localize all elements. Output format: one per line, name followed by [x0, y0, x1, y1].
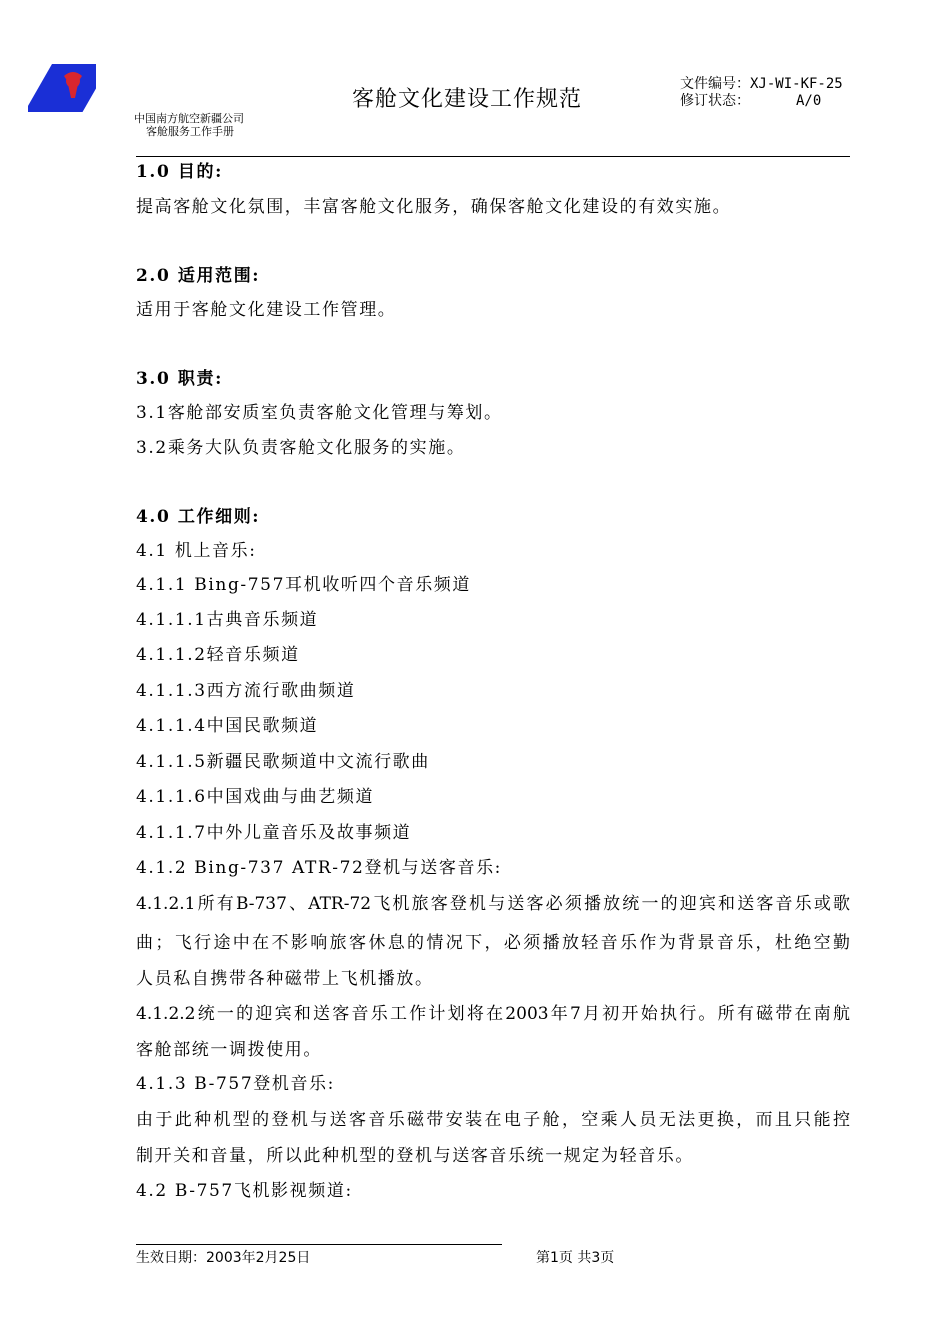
- document-number: 文件编号：XJ-WI-KF-25: [680, 76, 843, 92]
- revision-value: A/0: [796, 93, 822, 109]
- document-title: 客舱文化建设工作规范: [352, 87, 583, 112]
- revision-label: 修订状态：: [680, 93, 750, 109]
- effective-date: 生效日期：2003年2月25日: [136, 1250, 311, 1266]
- page-number: 第1页 共3页: [536, 1250, 615, 1266]
- list-item: 4.1.2 Bing-737 ATR-72登机与送客音乐:: [136, 858, 503, 878]
- list-item: 4.1.1.6中国戏曲与曲艺频道: [136, 787, 375, 807]
- company-name: 中国南方航空新疆公司: [134, 112, 244, 125]
- section-heading-purpose: 1.0 目的:: [136, 162, 223, 182]
- section-heading-details: 4.0 工作细则:: [136, 507, 261, 527]
- list-item: 4.1.1 Bing-757耳机收听四个音乐频道: [136, 575, 472, 595]
- list-item: 4.1.1.4中国民歌频道: [136, 716, 319, 736]
- paragraph: 制开关和音量，所以此种机型的登机与送客音乐统一规定为轻音乐。: [136, 1146, 694, 1166]
- section-heading-responsibility: 3.0 职责:: [136, 369, 223, 389]
- paragraph: 客舱部统一调拨使用。: [136, 1040, 322, 1060]
- footer-divider: [136, 1244, 502, 1245]
- paragraph: 提高客舱文化氛围，丰富客舱文化服务，确保客舱文化建设的有效实施。: [136, 197, 732, 217]
- list-item: 4.1.1.3西方流行歌曲频道: [136, 681, 356, 701]
- list-item: 4.1.1.7中外儿童音乐及故事频道: [136, 823, 412, 843]
- header-divider: [136, 156, 850, 157]
- list-item: 4.1 机上音乐:: [136, 541, 257, 561]
- china-southern-logo: [28, 64, 96, 112]
- list-item: 4.1.1.5新疆民歌频道中文流行歌曲: [136, 752, 430, 772]
- section-heading-scope: 2.0 适用范围:: [136, 266, 261, 286]
- paragraph: 适用于客舱文化建设工作管理。: [136, 300, 397, 320]
- list-item: 4.1.3 B-757登机音乐:: [136, 1074, 335, 1094]
- paragraph: 4.1.2.2统一的迎宾和送客音乐工作计划将在2003年7月初开始执行。所有磁带在南航: [136, 1004, 850, 1024]
- paragraph: 人员私自携带各种磁带上飞机播放。: [136, 969, 434, 989]
- paragraph: 3.1客舱部安质室负责客舱文化管理与筹划。: [136, 403, 503, 423]
- paragraph: 曲；飞行途中在不影响旅客休息的情况下，必须播放轻音乐作为背景音乐，杜绝空勤: [136, 933, 850, 953]
- list-item: 4.1.1.2轻音乐频道: [136, 645, 300, 665]
- paragraph: 3.2乘务大队负责客舱文化服务的实施。: [136, 438, 466, 458]
- list-item: 4.2 B-757飞机影视频道:: [136, 1181, 353, 1201]
- manual-name: 客舱服务工作手册: [146, 125, 234, 138]
- list-item: 4.1.1.1古典音乐频道: [136, 610, 319, 630]
- paragraph: 4.1.2.1所有B-737、ATR-72飞机旅客登机与送客必须播放统一的迎宾和送客音乐或歌: [136, 894, 850, 914]
- paragraph: 由于此种机型的登机与送客音乐磁带安装在电子舱，空乘人员无法更换，而且只能控: [136, 1110, 850, 1130]
